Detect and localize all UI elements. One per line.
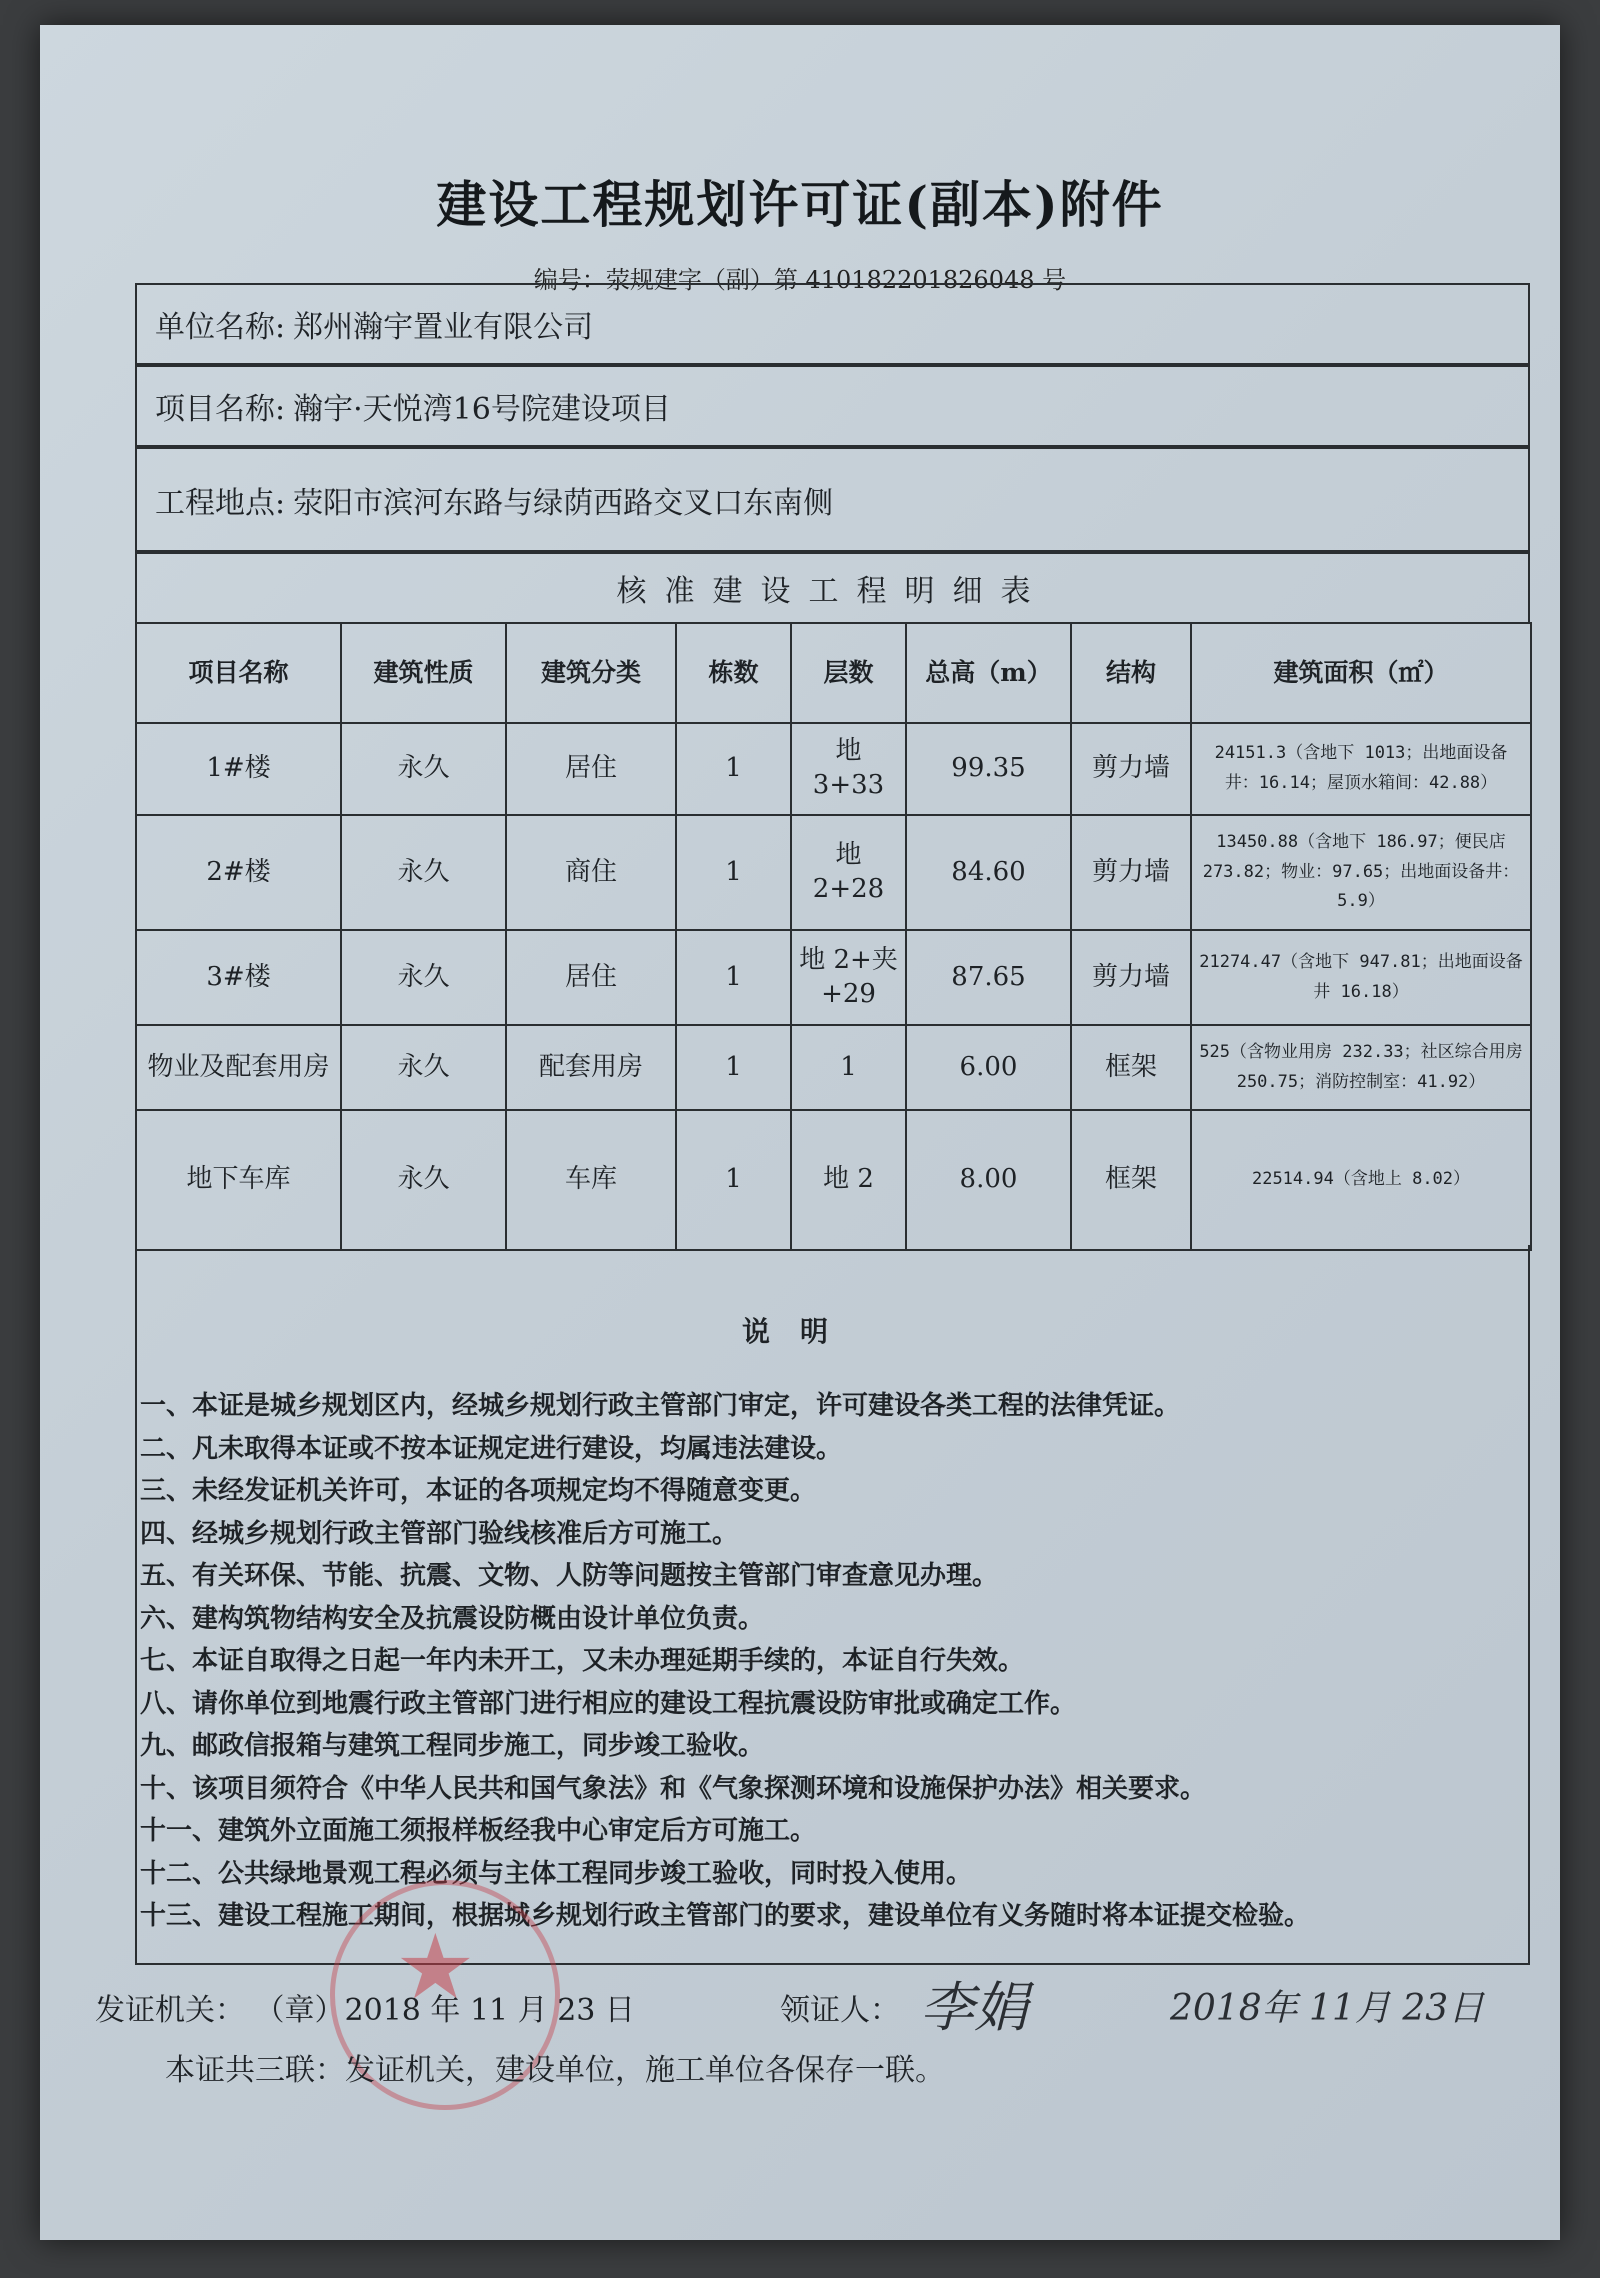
cell-name: 物业及配套用房 (136, 1025, 341, 1110)
table-row (136, 1110, 1531, 1250)
permit-document (40, 25, 1560, 2240)
cell-category: 居住 (506, 930, 676, 1025)
cell-nature: 永久 (341, 723, 506, 815)
note-item: 七、本证自取得之日起一年内未开工，又未办理延期手续的，本证自行失效。 (140, 1646, 1025, 1676)
cell-floors: 地 2+28 (791, 815, 906, 930)
note-item: 十三、建设工程施工期间，根据城乡规划行政主管部门的要求，建设单位有义务随时将本证提交检验。 (140, 1901, 1311, 1931)
cell-count: 1 (676, 815, 791, 930)
table-row (136, 815, 1531, 930)
project-label: 项目名称: (155, 392, 286, 427)
cell-structure: 框架 (1071, 1110, 1191, 1250)
cell-name: 3#楼 (136, 930, 341, 1025)
note-item: 四、经城乡规划行政主管部门验线核准后方可施工。 (140, 1518, 739, 1549)
issuer-line (95, 1985, 635, 2029)
cell-structure: 剪力墙 (1071, 815, 1191, 930)
note-item: 九、邮政信报箱与建筑工程同步施工，同步竣工验收。 (140, 1731, 765, 1761)
cell-height: 8.00 (906, 1110, 1071, 1250)
cell-floors: 地 3+33 (791, 723, 906, 815)
issuer-label: 发证机关： (95, 1993, 245, 2028)
unit-label: 单位名称: (155, 310, 286, 345)
document-number: 编号：荥规建字（副）第 410182201826048 号 (533, 266, 1067, 294)
cell-count: 1 (676, 723, 791, 815)
col-header: 项目名称 (136, 623, 341, 723)
col-header: 层数 (791, 623, 906, 723)
cell-category: 居住 (506, 723, 676, 815)
cell-height: 87.65 (906, 930, 1071, 1025)
col-header: 建筑性质 (341, 623, 506, 723)
cell-nature: 永久 (341, 930, 506, 1025)
note-item: 八、请你单位到地震行政主管部门进行相应的建设工程抗震设防审批或确定工作。 (140, 1688, 1077, 1719)
location-label: 工程地点: (155, 485, 286, 521)
cell-count: 1 (676, 1025, 791, 1110)
document-title: 建设工程规划许可证(副本)附件 (436, 175, 1164, 234)
note-item: 三、未经发证机关许可，本证的各项规定均不得随意变更。 (140, 1476, 817, 1506)
col-header: 结构 (1071, 623, 1191, 723)
notes-title: 说明 (741, 1315, 858, 1348)
table-row (136, 723, 1531, 815)
cell-floors: 地 2 (791, 1110, 906, 1250)
cell-height: 99.35 (906, 723, 1071, 815)
col-header: 栋数 (676, 623, 791, 723)
cell-area: 525（含物业用房 232.33；社区综合用房 250.75；消防控制室：41.92） (1191, 1025, 1531, 1110)
col-header: 建筑面积（㎡） (1191, 623, 1531, 723)
cell-height: 84.60 (906, 815, 1071, 930)
cell-area: 21274.47（含地下 947.81；出地面设备井 16.18） (1191, 930, 1531, 1025)
location-row (135, 447, 1530, 552)
location-value: 荥阳市滨河东路与绿荫西路交叉口东南侧 (293, 485, 834, 521)
note-item: 十一、建筑外立面施工须报样板经我中心审定后方可施工。 (140, 1816, 817, 1846)
cell-nature: 永久 (341, 1025, 506, 1110)
cell-floors: 1 (791, 1025, 906, 1110)
note-item: 五、有关环保、节能、抗震、文物、人防等问题按主管部门审查意见办理。 (140, 1561, 999, 1591)
cell-name: 地下车库 (136, 1110, 341, 1250)
col-header: 总高（m） (906, 623, 1071, 723)
cell-nature: 永久 (341, 1110, 506, 1250)
seal-star-icon: ★ (395, 1915, 476, 2020)
table-row (136, 930, 1531, 1025)
note-item: 十、该项目须符合《中华人民共和国气象法》和《气象探测环境和设施保护办法》相关要求。 (140, 1773, 1207, 1804)
cell-area: 24151.3（含地下 1013；出地面设备井：16.14；屋顶水箱间：42.88） (1191, 723, 1531, 815)
detail-table (135, 622, 1532, 1251)
table-row (136, 1025, 1531, 1110)
cell-area: 13450.88（含地下 186.97；便民店 273.82；物业：97.65；出地面设备井：5.9） (1191, 815, 1531, 930)
note-item: 二、凡未取得本证或不按本证规定进行建设，均属违法建设。 (140, 1433, 843, 1464)
col-header: 建筑分类 (506, 623, 676, 723)
receiver-label: 领证人： (780, 1993, 900, 2028)
note-item: 十二、公共绿地景观工程必须与主体工程同步竣工验收，同时投入使用。 (140, 1858, 973, 1889)
copies-note: 本证共三联：发证机关，建设单位，施工单位各保存一联。 (165, 2053, 945, 2088)
cell-name: 2#楼 (136, 815, 341, 930)
cell-count: 1 (676, 1110, 791, 1250)
receiver-signature: 李娟 (920, 1976, 1028, 2039)
cell-category: 商住 (506, 815, 676, 930)
issuer-date: （章）2018 年 11 月 23 日 (254, 1993, 635, 2028)
table-header-row (136, 623, 1531, 723)
receive-date: 2018年 11月 23日 (1170, 1988, 1485, 2029)
unit-row (135, 283, 1530, 365)
project-value: 瀚宇·天悦湾16号院建设项目 (293, 392, 671, 427)
cell-structure: 剪力墙 (1071, 723, 1191, 815)
cell-nature: 永久 (341, 815, 506, 930)
cell-count: 1 (676, 930, 791, 1025)
cell-floors: 地 2+夹+29 (791, 930, 906, 1025)
table-title: 核准建设工程明细表 (135, 552, 1530, 622)
cell-category: 配套用房 (506, 1025, 676, 1110)
cell-area: 22514.94（含地上 8.02） (1191, 1110, 1531, 1250)
notes-list (140, 1385, 1520, 1938)
project-row (135, 365, 1530, 447)
cell-name: 1#楼 (136, 723, 341, 815)
cell-height: 6.00 (906, 1025, 1071, 1110)
note-item: 六、建构筑物结构安全及抗震设防概由设计单位负责。 (140, 1603, 765, 1634)
cell-category: 车库 (506, 1110, 676, 1250)
note-item: 一、本证是城乡规划区内，经城乡规划行政主管部门审定，许可建设各类工程的法律凭证。 (140, 1391, 1181, 1421)
cell-structure: 框架 (1071, 1025, 1191, 1110)
unit-value: 郑州瀚宇置业有限公司 (293, 310, 594, 345)
cell-structure: 剪力墙 (1071, 930, 1191, 1025)
